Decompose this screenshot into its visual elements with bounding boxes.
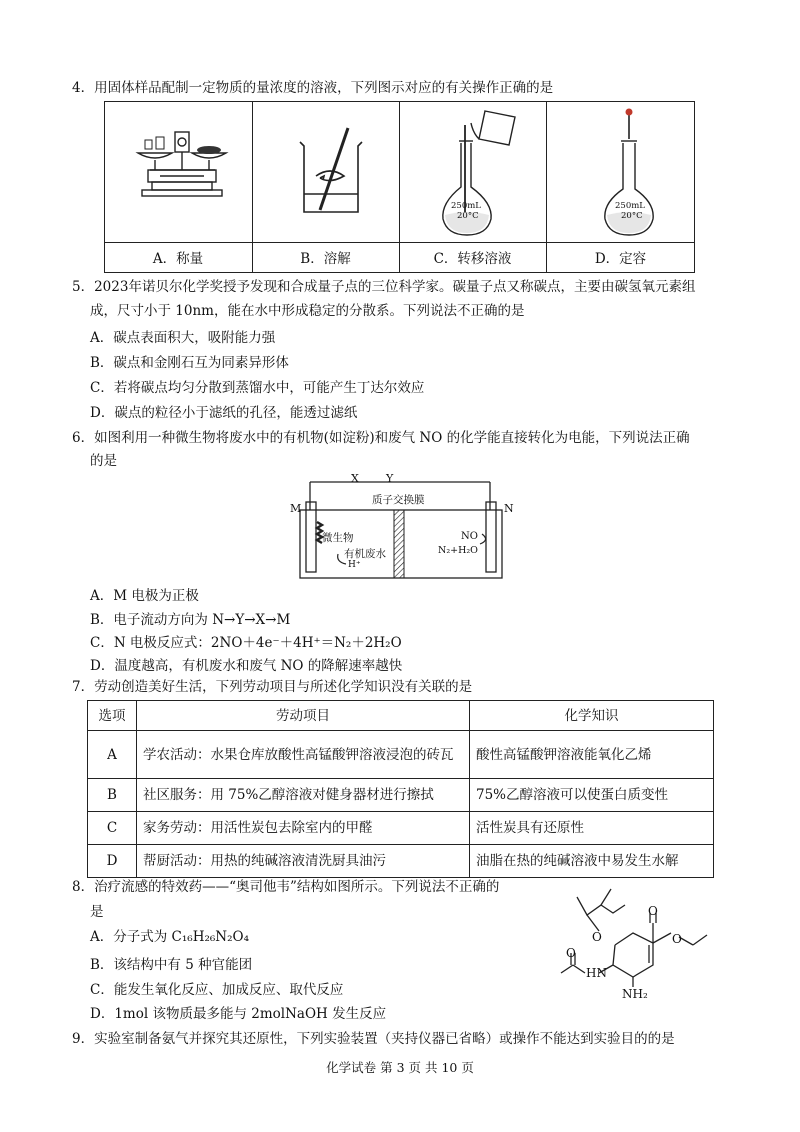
balance-icon [120, 108, 245, 236]
q4-option-a: A．称量 [152, 251, 204, 267]
q5-option-d: D．碳点的粒径小于滤纸的孔径，能透过滤纸 [90, 405, 358, 421]
table-cell: 社区服务：用 75%乙醇溶液对健身器材进行擦拭 [137, 779, 470, 812]
volumetric-flask-transfer-icon [435, 103, 525, 238]
table-header: 劳动项目 [137, 701, 470, 731]
products-label: N₂+H₂O [438, 545, 478, 556]
x-label: X [351, 472, 359, 485]
table-cell: A [88, 731, 137, 779]
no-label: NO [461, 531, 478, 542]
ester-o-label: O [672, 932, 682, 946]
q6-option-a: A．M 电极为正极 [90, 588, 199, 604]
table-cell: 帮厨活动：用热的纯碱溶液清洗厨具油污 [137, 845, 470, 878]
q8-option-d: D．1mol 该物质最多能与 2molNaOH 发生反应 [90, 1006, 387, 1022]
table-cell: 家务劳动：用活性炭包去除室内的甲醛 [137, 812, 470, 845]
q4-option-d: D．定容 [594, 251, 647, 267]
m-electrode-label: M [290, 502, 302, 515]
nh2-label: NH₂ [622, 987, 648, 1001]
q5-option-a: A．碳点表面积大，吸附能力强 [90, 330, 276, 346]
q6-option-c: C．N 电极反应式：2NO＋4e⁻＋4H⁺＝N₂＋2H₂O [90, 635, 402, 651]
membrane-label: 质子交换膜 [372, 494, 425, 506]
y-label: Y [386, 472, 394, 485]
table-cell: 酸性高锰酸钾溶液能氧化乙烯 [470, 731, 714, 779]
q8-option-b: B．该结构中有 5 种官能团 [90, 957, 253, 973]
page-footer: 化学试卷 第 3 页 共 10 页 [326, 1060, 474, 1075]
q8-option-a: A．分子式为 C₁₆H₂₆N₂O₄ [90, 929, 249, 945]
table-row [88, 779, 714, 812]
q6-option-b: B．电子流动方向为 N→Y→X→M [90, 612, 291, 628]
microbe-label: 微生物 [322, 532, 354, 544]
waste-label: 有机废水 [344, 548, 386, 560]
carbonyl-o-label: O [648, 904, 658, 918]
q6-stem-2: 的是 [90, 453, 117, 469]
q8-stem-1: 8．治疗流感的特效药——“奥司他韦”结构如图所示。下列说法不正确的 [72, 879, 500, 895]
q8-option-c: C．能发生氧化反应、加成反应、取代反应 [90, 982, 344, 998]
flask-temp-label-d: 20°C [621, 211, 643, 221]
table-row [88, 845, 714, 878]
q8-stem-2: 是 [90, 904, 104, 920]
table-cell: 学农活动：水果仓库放酸性高锰酸钾溶液浸泡的砖瓦 [137, 731, 470, 779]
flask-volume-label: 250mL [451, 201, 481, 211]
flask-volume-label-d: 250mL [615, 201, 645, 211]
oseltamivir-structure [555, 885, 720, 1003]
amide-o-label: O [566, 946, 576, 960]
table-cell: 75%乙醇溶液可以使蛋白质变性 [470, 779, 714, 812]
table-cell: 油脂在热的纯碱溶液中易发生水解 [470, 845, 714, 878]
beaker-icon [290, 120, 370, 220]
q6-option-d: D．温度越高，有机废水和废气 NO 的降解速率越快 [90, 658, 403, 674]
table-header: 化学知识 [470, 701, 714, 731]
q7-stem: 7．劳动创造美好生活，下列劳动项目与所述化学知识没有关联的是 [72, 679, 473, 695]
q5-stem-2: 成，尺寸小于 10nm，能在水中形成稳定的分散系。下列说法不正确的是 [90, 303, 525, 319]
table-cell: D [88, 845, 137, 878]
ether-o-label: O [592, 930, 602, 944]
table-row [88, 731, 714, 779]
q5-stem-1: 5．2023年诺贝尔化学奖授予发现和合成量子点的三位科学家。碳量子点又称碳点，主要由碳氢氧元素组 [72, 279, 696, 295]
table-header: 选项 [88, 701, 137, 731]
table-cell: C [88, 812, 137, 845]
n-electrode-label: N [504, 502, 514, 515]
q7-table [87, 700, 714, 878]
q6-stem-1: 6．如图利用一种微生物将废水中的有机物(如淀粉)和废气 NO 的化学能直接转化为电能，下列说法正确 [72, 430, 690, 446]
q4-option-b: B．溶解 [300, 251, 351, 267]
table-cell: B [88, 779, 137, 812]
q9-stem: 9．实验室制备氨气并探究其还原性，下列实验装置（夹持仪器已省略）或操作不能达到实验目的的是 [72, 1031, 675, 1047]
h-plus-label: H⁺ [348, 560, 361, 570]
flask-temp-label: 20°C [457, 211, 479, 221]
fuel-cell-diagram [290, 472, 520, 584]
q5-option-b: B．碳点和金刚石互为同素异形体 [90, 355, 289, 371]
table-row [88, 812, 714, 845]
q5-option-c: C．若将碳点均匀分散到蒸馏水中，可能产生丁达尔效应 [90, 380, 425, 396]
q4-option-c: C．转移溶液 [433, 251, 512, 267]
hn-label: HN [586, 966, 607, 980]
table-cell: 活性炭具有还原性 [470, 812, 714, 845]
q4-stem: 4．用固体样品配制一定物质的量浓度的溶液，下列图示对应的有关操作正确的是 [72, 80, 554, 96]
